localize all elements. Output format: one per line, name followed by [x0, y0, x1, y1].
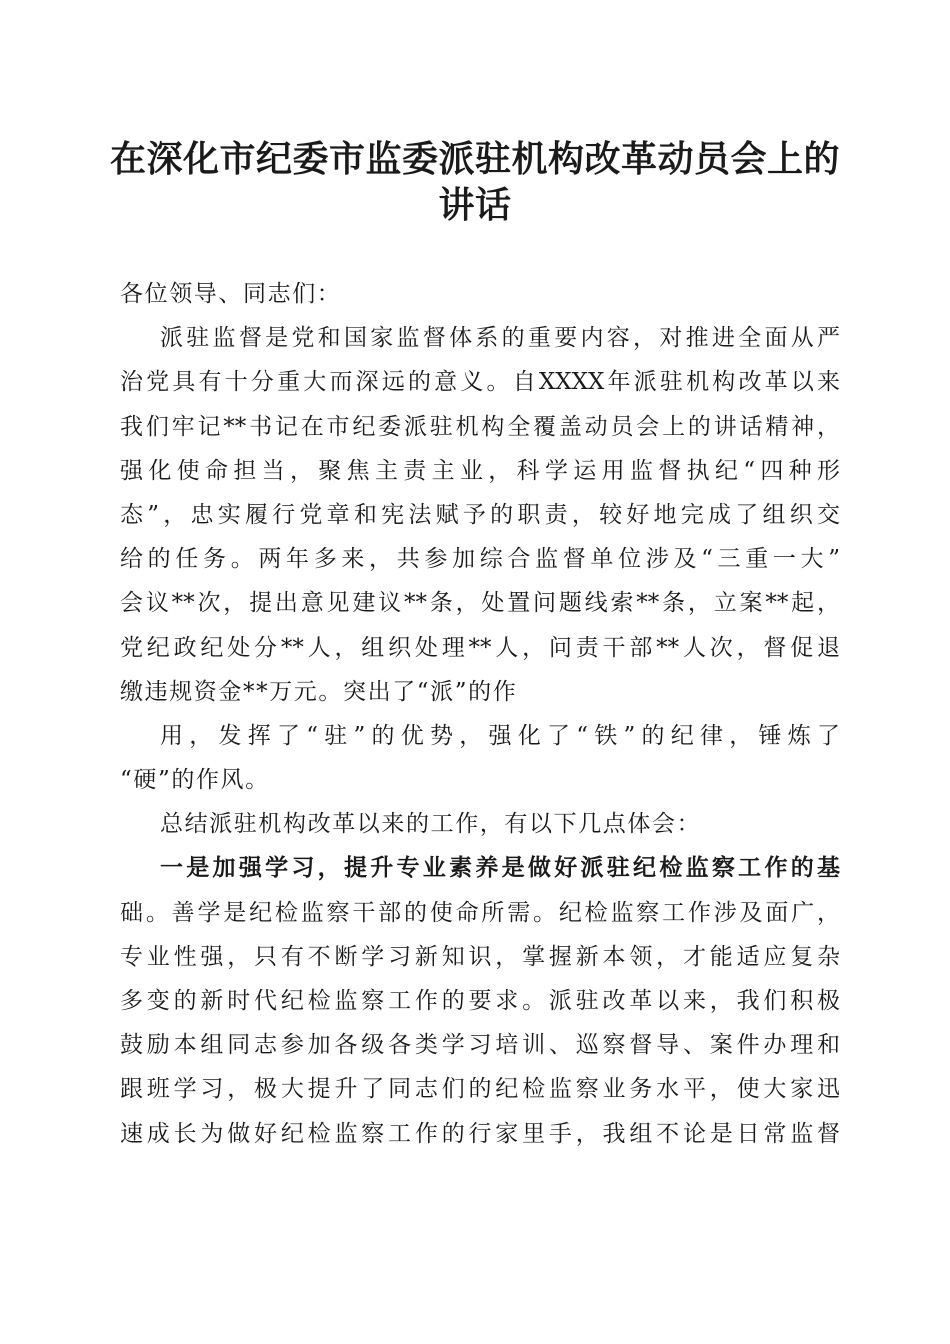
- text-line: 一是加强学习，提升专业素养是做好派驻纪检监察工作的基: [160, 854, 840, 882]
- text-line: 鼓励本组同志参加各级各类学习培训、巡察督导、案件办理和: [120, 1032, 840, 1059]
- text-line: “硬”的作风。: [120, 767, 270, 794]
- document-body: [120, 272, 840, 1156]
- text-line: 治党具有十分重大而深远的意义。自XXXX年派驻机构改革以来: [120, 369, 840, 396]
- text-line: 会议**次，提出意见建议**条，处置问题线索**条，立案**起，: [120, 590, 840, 617]
- text-line: 速成长为做好纪检监察工作的行家里手，我组不论是日常监督: [120, 1120, 840, 1147]
- text-line: 缴违规资金**万元。突出了“派”的作: [120, 678, 518, 705]
- text-line: 各位领导、同志们：: [120, 281, 342, 307]
- text-line: 给的任务。两年多来，共参加综合监督单位涉及“三重一大”: [120, 546, 840, 573]
- document-title-line-2: 讲话: [438, 184, 512, 226]
- text-line: 用，发挥了“驻”的优势，强化了“铁”的纪律，锤炼了: [160, 722, 840, 749]
- text-line: 党纪政纪处分**人，组织处理**人，问责干部**人次，督促退: [120, 634, 840, 661]
- text-line: 专业性强，只有不断学习新知识，掌握新本领，才能适应复杂: [120, 943, 840, 970]
- document-title-line-1: 在深化市纪委市监委派驻机构改革动员会上的: [109, 138, 840, 180]
- text-line: 派驻监督是党和国家监督体系的重要内容，对推进全面从严: [160, 325, 840, 352]
- text-line: 我们牢记**书记在市纪委派驻机构全覆盖动员会上的讲话精神，: [120, 413, 840, 440]
- text-line: 强化使命担当，聚焦主责主业，科学运用监督执纪“四种形: [120, 457, 840, 484]
- text-line: 态”，忠实履行党章和宪法赋予的职责，较好地完成了组织交: [120, 501, 840, 528]
- text-line: 跟班学习，极大提升了同志们的纪检监察业务水平，使大家迅: [120, 1076, 840, 1103]
- text-line: 多变的新时代纪检监察工作的要求。派驻改革以来，我们积极: [120, 988, 840, 1014]
- text-line: 础。善学是纪检监察干部的使命所需。纪检监察工作涉及面广，: [120, 899, 840, 926]
- text-line: 总结派驻机构改革以来的工作，有以下几点体会：: [160, 811, 702, 838]
